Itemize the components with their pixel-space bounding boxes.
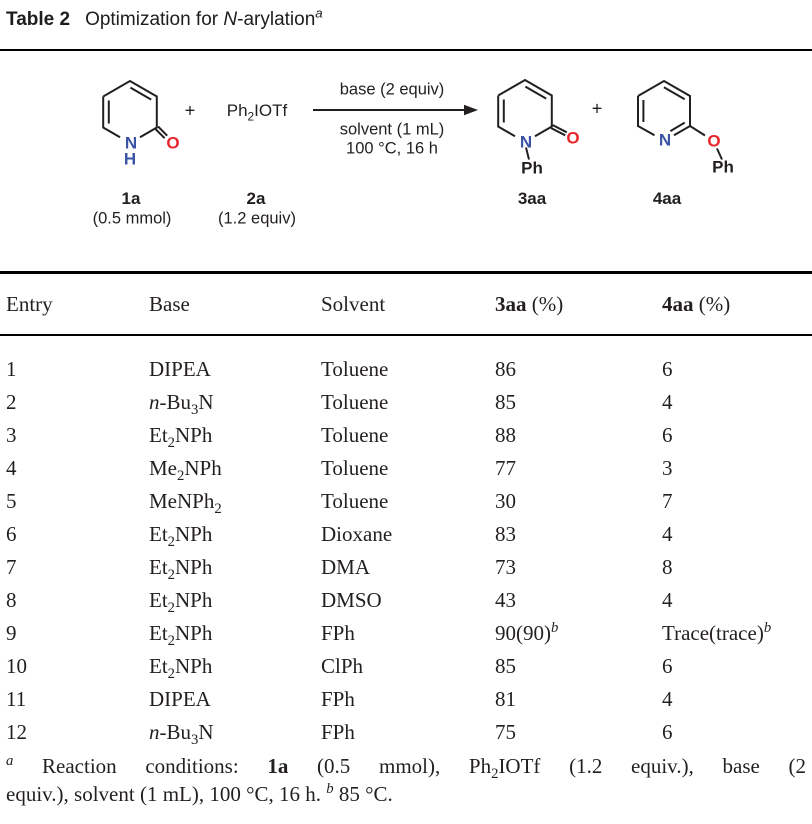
- table-title: Optimization for N-arylation$^a$: [85, 5, 323, 30]
- cell-yield-4aa: 4: [662, 687, 673, 711]
- cell-yield-4aa: 3: [662, 456, 673, 480]
- compound-id-2a: 2a: [246, 189, 266, 208]
- cell-solvent: Toluene: [321, 357, 389, 381]
- condition-temp-time: 100 °C, 16 h: [346, 139, 438, 158]
- cell-yield-3aa: 30: [495, 489, 516, 513]
- cell-base: $Et_2NPh$: [149, 654, 213, 683]
- cell-solvent: DMA: [321, 555, 371, 579]
- table-header-row: [0, 289, 812, 319]
- cell-base: $Et_2NPh$: [149, 588, 213, 617]
- atom-o-reactant: O: [166, 133, 180, 153]
- cell-solvent: Toluene: [321, 423, 389, 447]
- cell-yield-4aa: 4: [662, 588, 673, 612]
- footnote-line-1: $^a$ Reaction conditions: 1a (0.5 mmol), $Ph_2IOTf$ (1.2 equiv.), base (2: [6, 753, 806, 783]
- cell-yield-3aa: 81: [495, 687, 516, 711]
- table-row: [0, 386, 812, 419]
- cell-yield-4aa: 6: [662, 720, 673, 744]
- compound-id-3aa: 3aa: [517, 189, 547, 208]
- cell-entry: 5: [6, 489, 17, 513]
- table-row: [0, 452, 812, 485]
- cell-solvent: ClPh: [321, 654, 364, 678]
- cell-yield-4aa: 7: [662, 489, 673, 513]
- cell-base: $Et_2NPh$: [149, 423, 213, 452]
- compound-amount-1a: (0.5 mmol): [92, 209, 172, 228]
- table-row: [0, 683, 812, 716]
- table-rule-top: [0, 271, 812, 274]
- table-row: [0, 518, 812, 551]
- cell-yield-3aa: 75: [495, 720, 516, 744]
- cell-yield-4aa: 8: [662, 555, 673, 579]
- table-row: [0, 650, 812, 683]
- molecule-3aa-structure: [498, 80, 567, 160]
- cell-yield-3aa: 88: [495, 423, 516, 447]
- condition-solvent: solvent (1 mL): [339, 120, 445, 139]
- cell-yield-3aa: 86: [495, 357, 516, 381]
- cell-entry: 3: [6, 423, 17, 447]
- cell-yield-3aa: 85: [495, 654, 516, 678]
- table-row: [0, 353, 812, 386]
- cell-entry: 10: [6, 654, 27, 678]
- table-row: [0, 617, 812, 650]
- compound-id-1a: 1a: [121, 189, 141, 208]
- header-solvent: Solvent: [321, 292, 386, 316]
- reaction-scheme: [0, 55, 812, 255]
- atom-n-reactant: N: [124, 133, 138, 153]
- table-row: [0, 419, 812, 452]
- table-rule-mid: [0, 334, 812, 336]
- cell-base: DIPEA: [149, 357, 211, 381]
- footnote-line-2: equiv.), solvent (1 mL), 100 °C, 16 h. $^b$ 85 °C.: [6, 781, 393, 806]
- condition-base: base (2 equiv): [339, 80, 445, 99]
- cell-solvent: DMSO: [321, 588, 382, 612]
- cell-yield-4aa: 6: [662, 357, 673, 381]
- cell-base: $Et_2NPh$: [149, 555, 213, 584]
- cell-base: $Et_2NPh$: [149, 522, 213, 551]
- cell-base: $n-Bu_3N$: [149, 720, 214, 749]
- table-row: [0, 716, 812, 749]
- plus-sign-right: +: [591, 98, 603, 119]
- atom-o-product2: O: [707, 131, 721, 151]
- table-number: Table 2: [6, 9, 71, 30]
- cell-entry: 2: [6, 390, 17, 414]
- atom-o-product1: O: [566, 128, 580, 148]
- cell-solvent: Toluene: [321, 390, 389, 414]
- cell-solvent: Toluene: [321, 456, 389, 480]
- cell-entry: 12: [6, 720, 27, 744]
- cell-yield-3aa: 83: [495, 522, 516, 546]
- footnotes: [0, 752, 812, 808]
- plus-sign-left: +: [184, 100, 196, 121]
- cell-entry: 11: [6, 687, 27, 711]
- title-divider: [0, 49, 812, 51]
- cell-yield-4aa: 6: [662, 654, 673, 678]
- cell-entry: 7: [6, 555, 17, 579]
- cell-yield-4aa: 6: [662, 423, 673, 447]
- cell-yield-4aa: 4: [662, 522, 673, 546]
- header-3aa: 3aa (%): [495, 292, 564, 316]
- cell-yield-3aa: $90(90)^b$: [495, 620, 559, 645]
- cell-base: $Et_2NPh$: [149, 621, 213, 650]
- cell-yield-3aa: 43: [495, 588, 516, 612]
- table-caption: [6, 7, 806, 33]
- compound-amount-2a: (1.2 equiv): [218, 209, 296, 228]
- cell-yield-4aa: Trace(trace)$^b$: [662, 620, 772, 645]
- cell-solvent: FPh: [321, 687, 355, 711]
- header-base: Base: [149, 292, 190, 316]
- table-row: [0, 584, 812, 617]
- cell-solvent: Dioxane: [321, 522, 393, 546]
- molecule-1a-structure: [103, 81, 167, 138]
- atom-ph-product2: Ph: [712, 157, 734, 177]
- atom-n-product1: N: [519, 132, 533, 152]
- table-row: [0, 485, 812, 518]
- cell-solvent: FPh: [321, 621, 355, 645]
- header-4aa: 4aa (%): [662, 292, 731, 316]
- atom-h-reactant: H: [123, 149, 137, 169]
- cell-solvent: FPh: [321, 720, 355, 744]
- cell-entry: 6: [6, 522, 17, 546]
- cell-base: MeNPh$_2$: [149, 489, 222, 518]
- cell-entry: 8: [6, 588, 17, 612]
- header-entry: Entry: [6, 292, 53, 316]
- atom-ph-product1: Ph: [521, 158, 543, 178]
- cell-base: DIPEA: [149, 687, 211, 711]
- cell-yield-4aa: 4: [662, 390, 673, 414]
- cell-base: $Me_2NPh$: [149, 456, 222, 485]
- cell-entry: 4: [6, 456, 17, 480]
- cell-base: $n-Bu_3N$: [149, 390, 214, 419]
- cell-yield-3aa: 85: [495, 390, 516, 414]
- table-row: [0, 551, 812, 584]
- reaction-arrow: [313, 105, 478, 116]
- cell-entry: 9: [6, 621, 17, 645]
- cell-entry: 1: [6, 357, 17, 381]
- table-body: [0, 353, 812, 749]
- cell-yield-3aa: 73: [495, 555, 516, 579]
- cell-yield-3aa: 77: [495, 456, 516, 480]
- atom-n-product2: N: [658, 130, 672, 150]
- compound-id-4aa: 4aa: [652, 189, 682, 208]
- cell-solvent: Toluene: [321, 489, 389, 513]
- reagent-formula: $Ph_2IOTf$: [226, 101, 288, 124]
